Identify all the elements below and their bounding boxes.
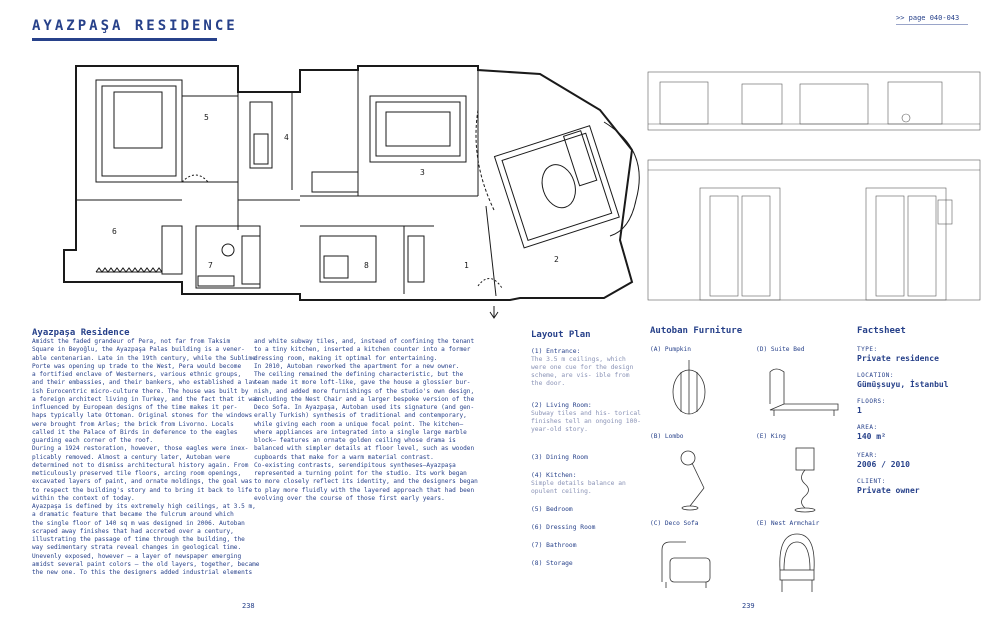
fact-type-value: Private residence — [857, 354, 939, 363]
room-number-label: 2 — [554, 255, 559, 264]
layout-plan-item-description: The 3.5 m ceilings, which were one cue for the design scheme, are vis- ible from the door. — [531, 356, 634, 387]
suite-bed-icon — [764, 360, 844, 420]
furniture-label-deco-sofa: (C) Deco Sofa — [650, 520, 699, 527]
article-line: During a 1924 restoration, however, those eagles were inex- — [32, 445, 249, 453]
layout-plan-item-title: (2) Living Room: — [531, 402, 592, 409]
fact-location-key: LOCATION: — [857, 372, 895, 379]
article-line: Amidst the faded grandeur of Pera, not far from Taksim — [32, 338, 231, 345]
article-line: scraped away finishes that had accreted over a century, — [32, 527, 234, 535]
fact-area-value: 140 m² — [857, 432, 886, 441]
layout-plan-item-title: (8) Storage — [531, 560, 573, 567]
fact-area-key: AREA: — [857, 424, 878, 431]
article-line: plicably removed. Almost a century later, Autoban were — [32, 453, 231, 461]
article-column-2 — [254, 338, 496, 503]
article-line: a foreign architect living in Turkey, and the fact that it was — [32, 395, 260, 403]
layout-plan-item-description: Subway tiles and his- torical finishes tell an ongoing 100-year-old story. — [531, 410, 641, 433]
article-line: team made it more loft-like, gave the house a glossier bur- — [254, 379, 471, 387]
layout-plan-item — [531, 402, 643, 434]
article-line: guarding each corner of the roof. — [32, 437, 154, 444]
article-line: haps typically late Ottoman. Original stones for the windows — [32, 412, 253, 420]
article-line: block— features an ornate golden ceiling whose drama is — [254, 437, 456, 444]
room-number-label: 6 — [112, 227, 117, 236]
fact-floors-value: 1 — [857, 406, 862, 415]
article-line: influenced by European designs of the time makes it per- — [32, 404, 238, 411]
article-heading: Ayazpaşa Residence — [32, 328, 130, 338]
layout-plan-item — [531, 348, 643, 388]
article-line: determined not to dismiss architectural history again. From — [32, 461, 249, 469]
furniture-label-king: (E) King — [756, 433, 786, 440]
fact-client-value: Private owner — [857, 486, 920, 495]
article-line: to a tiny kitchen, inserted a kitchen counter into a former — [254, 346, 471, 354]
fact-floors-key: FLOORS: — [857, 398, 886, 405]
layout-plan-item — [531, 454, 643, 462]
page-title: AYAZPAŞA RESIDENCE — [32, 18, 238, 34]
article-line: nish, and added more furnishings of the studio's own design, — [254, 387, 475, 395]
room-number-label: 3 — [420, 168, 425, 177]
layout-plan-item-title: (6) Dressing Room — [531, 524, 596, 531]
layout-plan-item — [531, 506, 643, 514]
article-line: Co-existing contrasts, serendipitous syntheses—Ayazpaşa — [254, 461, 456, 469]
article-line: the new one. To this the designers added industrial elements — [32, 569, 253, 576]
article-line: dressing room, making it optimal for entertaining. — [254, 354, 438, 362]
layout-plan-item-description: Simple details balance an opulent ceiling. — [531, 480, 626, 495]
article-line: Unevenly exposed, however — a layer of newspaper emerging — [32, 552, 242, 560]
page-number-right: 239 — [742, 602, 755, 610]
article-line: within the context of today. — [32, 494, 135, 502]
article-column-1 — [32, 338, 274, 577]
article-line: and their embassies, and their bankers, who established a lav- — [32, 379, 260, 387]
furniture-label-pumpkin: (A) Pumpkin — [650, 346, 691, 353]
furniture-label-nest-armchair: (E) Nest Armchair — [756, 520, 820, 527]
article-line: to respect the building's story and to bring it back to life — [32, 486, 253, 494]
layout-plan-item-title: (1) Entrance: — [531, 348, 581, 355]
furniture-label-suite-bed: (D) Suite Bed — [756, 346, 805, 353]
article-line: balanced with simpler details at floor level, such as wooden — [254, 445, 475, 453]
pumpkin-lamp-icon — [664, 360, 714, 420]
factsheet-heading: Factsheet — [857, 326, 906, 336]
layout-plan-item — [531, 560, 643, 568]
article-line: including the Nest Chair and a larger bespoke version of the — [254, 395, 475, 403]
deco-sofa-icon — [656, 532, 720, 592]
layout-plan-item — [531, 472, 643, 496]
article-line: Porte was opening up trade to the West, Pera would become — [32, 362, 242, 370]
room-number-label: 5 — [204, 113, 209, 122]
room-number-label: 4 — [284, 133, 289, 142]
fact-client-key: CLIENT: — [857, 478, 886, 485]
article-line: The ceiling remained the defining characteristic, but the — [254, 371, 464, 378]
lombo-lamp-icon — [670, 444, 730, 514]
room-number-label: 1 — [464, 261, 469, 270]
article-line: ish Eurocentric micro-culture there. The house was built by — [32, 387, 249, 395]
layout-plan-item — [531, 542, 643, 550]
article-line: illustrating the passage of time through the building, the — [32, 536, 245, 543]
layout-plan-item — [531, 524, 643, 532]
article-line: In 2010, Autoban reworked the apartment for a new owner. — [254, 362, 460, 370]
article-line: to more closely reflect its identity, and the designers began — [254, 478, 478, 486]
layout-plan-heading: Layout Plan — [531, 330, 591, 340]
room-number-label: 8 — [364, 261, 369, 270]
article-line: called it the Palace of Birds in deference to the eagles — [32, 428, 238, 436]
furniture-label-lombo: (B) Lombo — [650, 433, 684, 440]
article-line: where appliances are integrated into a single large marble — [254, 428, 467, 436]
room-number-label: 7 — [208, 261, 213, 270]
layout-plan-item-title: (7) Bathroom — [531, 542, 577, 549]
article-line: cupboards that make for a warm material contrast. — [254, 453, 434, 461]
article-line: evolving over the course of those first early years. — [254, 494, 445, 502]
nest-armchair-icon — [772, 530, 822, 596]
article-line: excavated layers of paint, and ornate moldings, the goal was — [32, 478, 253, 486]
king-lamp-icon — [786, 444, 826, 514]
article-line: to play more fluidly with the layered approach that had been — [254, 486, 475, 494]
fact-year-key: YEAR: — [857, 452, 878, 459]
article-line: able centenarian. Late in the 19th century, while the Sublime — [32, 354, 256, 362]
fact-location-value: Gümüşsuyu, İstanbul — [857, 380, 949, 389]
article-line: a fortified enclave of Westerners, various ethnic groups, — [32, 371, 242, 378]
article-line: amidst several paint colors — the old layers, together, became — [32, 560, 260, 568]
article-line: Square in Beyoğlu, the Ayazpaşa Palas building is a vener- — [32, 346, 245, 354]
furniture-heading: Autoban Furniture — [650, 326, 743, 336]
article-line: a dramatic feature that became the fulcrum around which — [32, 511, 234, 519]
article-line: and white subway tiles, and, instead of confining the tenant — [254, 338, 475, 345]
article-line: meticulously preserved tile floors, arcing room openings, — [32, 470, 242, 477]
article-line: Deco Sofa. In Ayazpaşa, Autoban used its signature (and gen- — [254, 404, 475, 411]
layout-plan-item-title: (4) Kitchen: — [531, 472, 577, 479]
fact-year-value: 2006 / 2010 — [857, 460, 910, 469]
article-line: erally Turkish) synthesis of traditional and contemporary, — [254, 412, 467, 420]
fact-type-key: TYPE: — [857, 346, 878, 353]
article-line: while giving each room a unique focal point. The kitchen— — [254, 420, 464, 428]
article-line: way sedimentary strata reveal changes in geological time. — [32, 544, 242, 552]
layout-plan-item-title: (5) Bedroom — [531, 506, 573, 513]
layout-plan-item-title: (3) Dining Room — [531, 454, 588, 461]
article-line: represented a turning point for the studio. Its work began — [254, 470, 467, 477]
article-line: were brought from Arles; the brick from Livorno. Locals — [32, 420, 234, 428]
page-number-left: 238 — [242, 602, 255, 610]
page-reference: >> page 040-043 — [896, 14, 960, 22]
article-line: Ayazpaşa is defined by its extremely high ceilings, at 3.5 m, — [32, 503, 256, 510]
article-line: the single floor of 140 sq m was designed in 2006. Autoban — [32, 519, 245, 527]
